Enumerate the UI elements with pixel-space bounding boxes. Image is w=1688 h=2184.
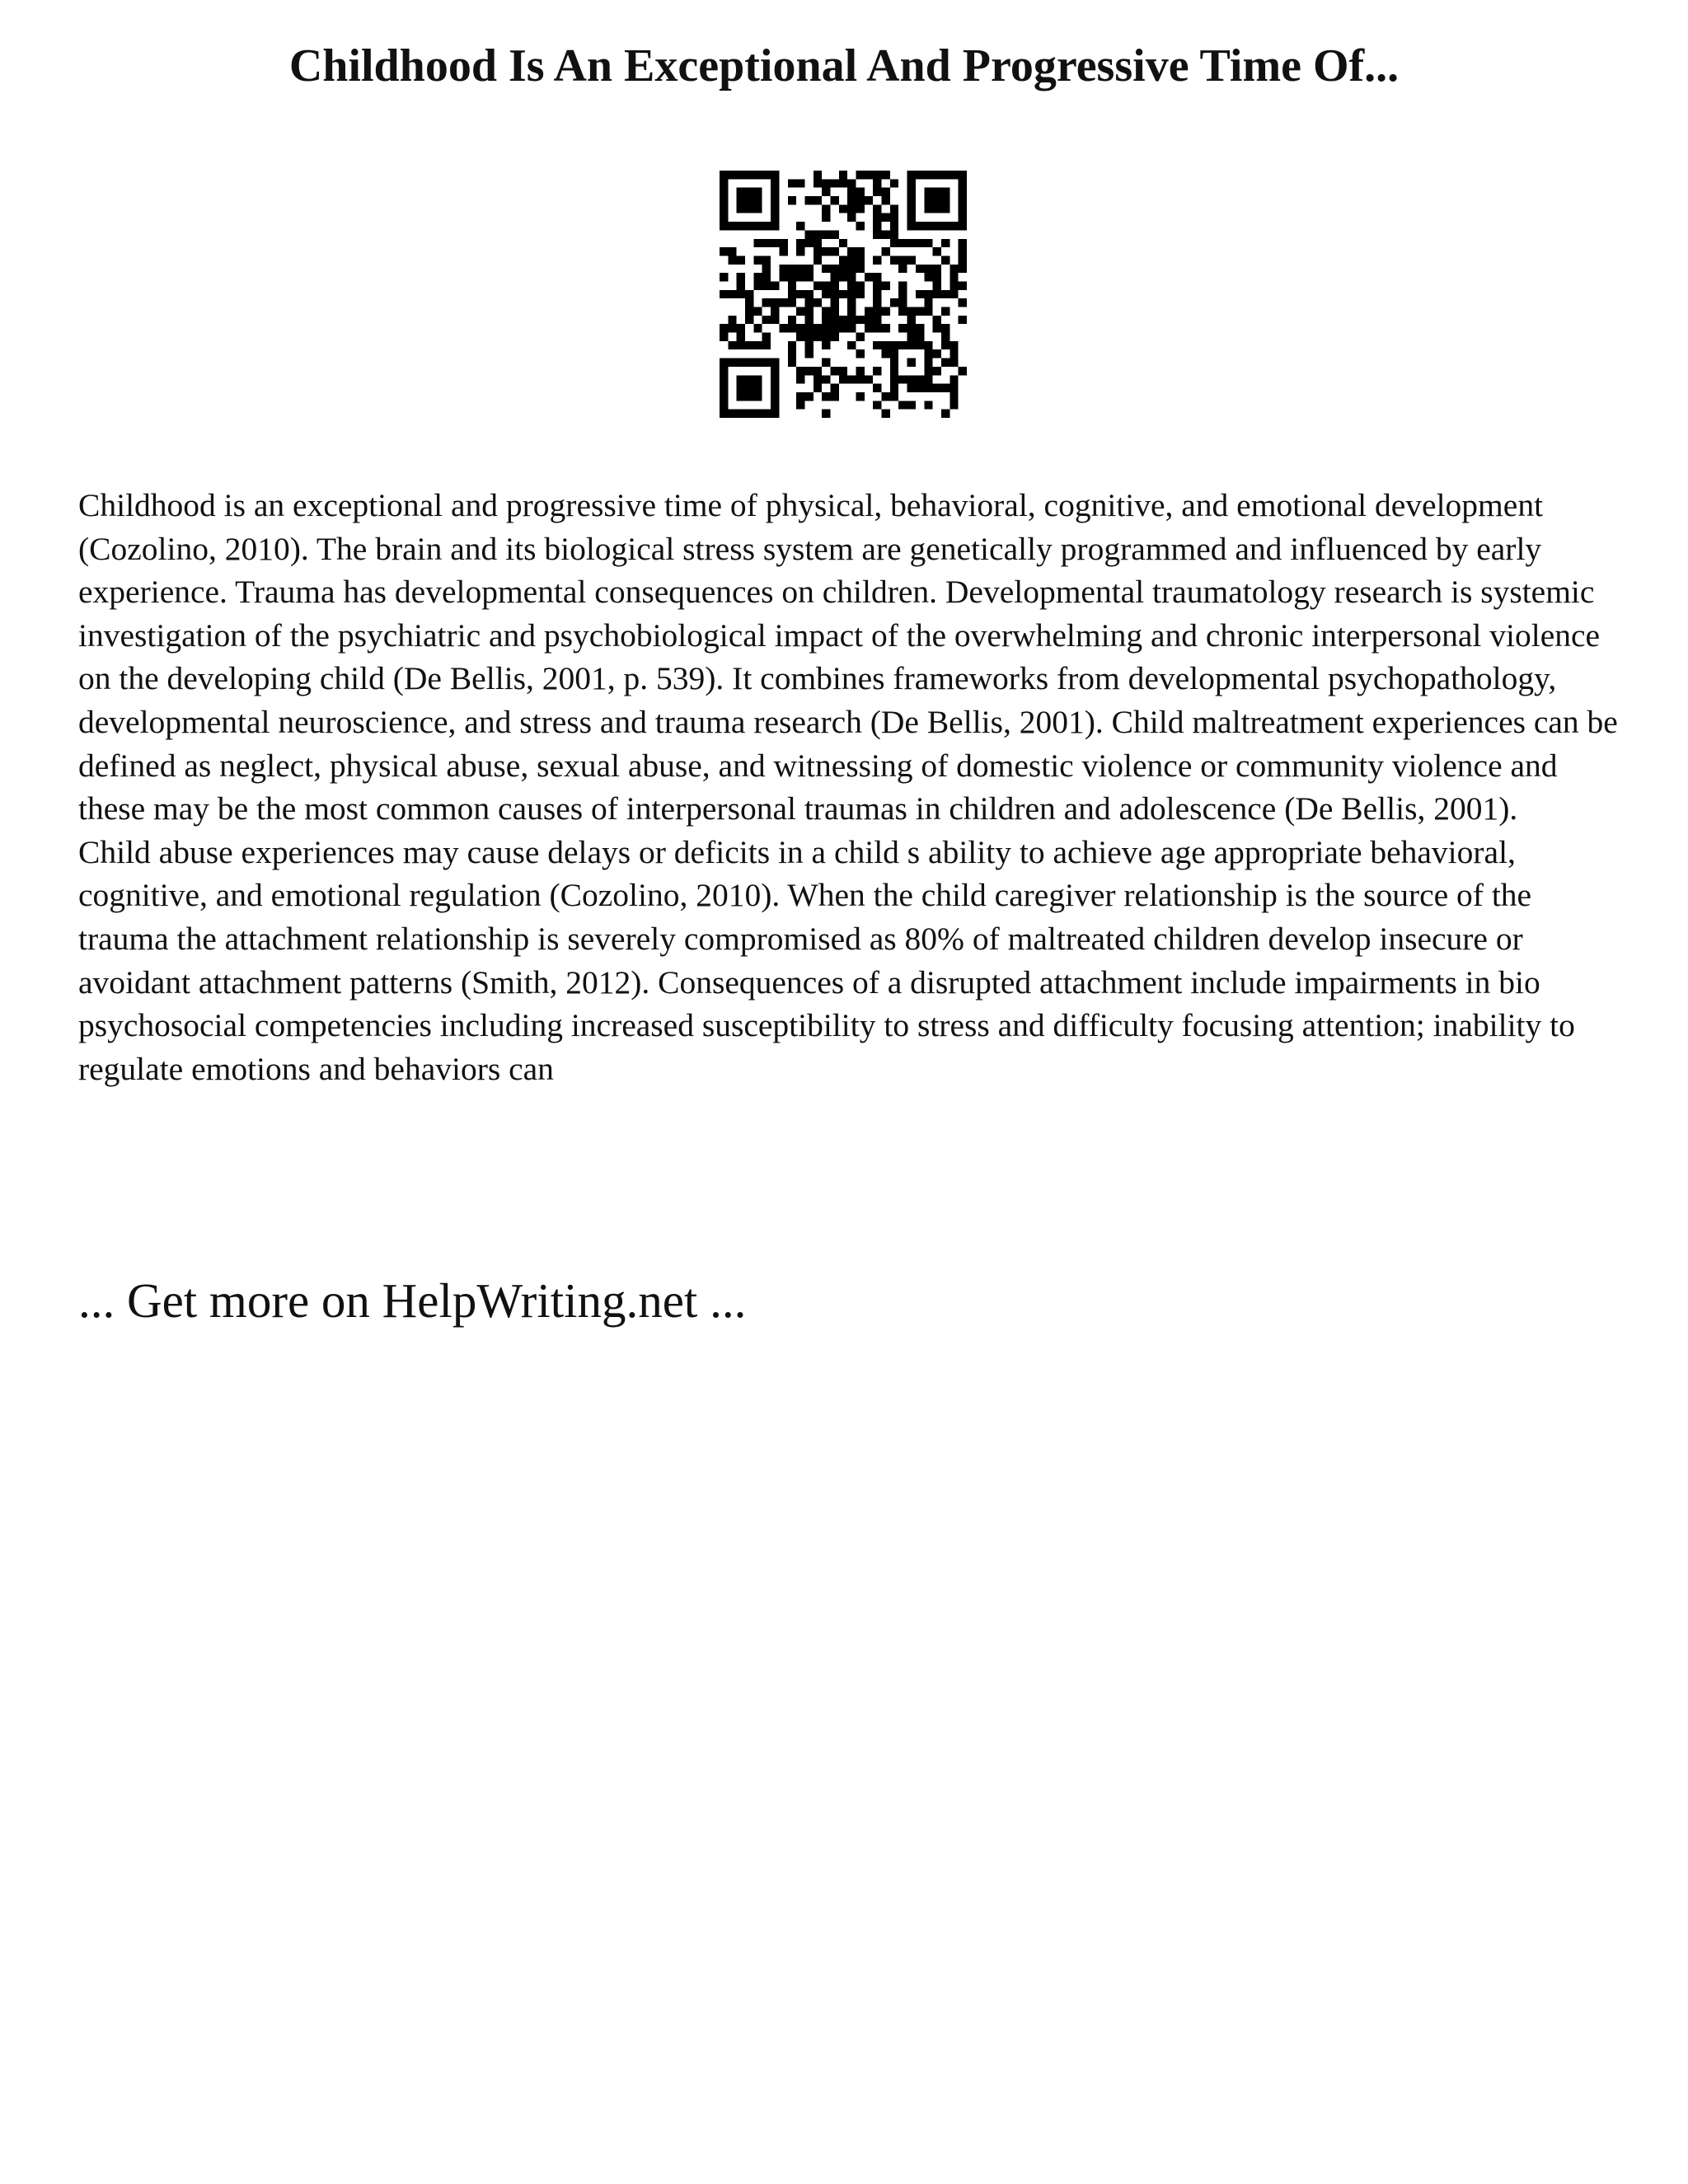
- page-title: Childhood Is An Exceptional And Progressive Time Of...: [288, 40, 1400, 91]
- paragraph-1: Childhood is an exceptional and progressive time of physical, behavioral, cognitive, and emotional development (Cozolino, 2010). The brain and its biological stress system are genetically programmed and influenced by early experience. Trauma has developmental consequences on children. Developmental traumatology research is systemic investigation of the psychiatric and psychobiological impact of the overwhelming and chronic interpersonal violence on the developing child (De Bellis, 2001, p. 539). It combines frameworks from developmental psychopathology, developmental neuroscience, and stress and trauma research (De Bellis, 2001). Child maltreatment experiences can be defined as neglect, physical abuse, sexual abuse, and witnessing of domestic violence or community violence and these may be the most common causes of interpersonal traumas in children and adolescence (De Bellis, 2001).: [78, 487, 1618, 827]
- qr-code-icon: [720, 171, 967, 418]
- article-body: [78, 484, 1628, 1090]
- qr-code: [720, 171, 967, 418]
- paragraph-2: Child abuse experiences may cause delays or deficits in a child s ability to achieve age appropriate behavioral, cognitive, and emotional regulation (Cozolino, 2010). When the child caregiver relationship is the source of the trauma the attachment relationship is severely compromised as 80% of maltreated children develop insecure or avoidant attachment patterns (Smith, 2012). Consequences of a disrupted attachment include impairments in bio psychosocial competencies including increased susceptibility to stress and difficulty focusing attention; inability to regulate emotions and behaviors can: [78, 833, 1575, 1087]
- get-more-link[interactable]: ... Get more on HelpWriting.net ...: [78, 1273, 747, 1328]
